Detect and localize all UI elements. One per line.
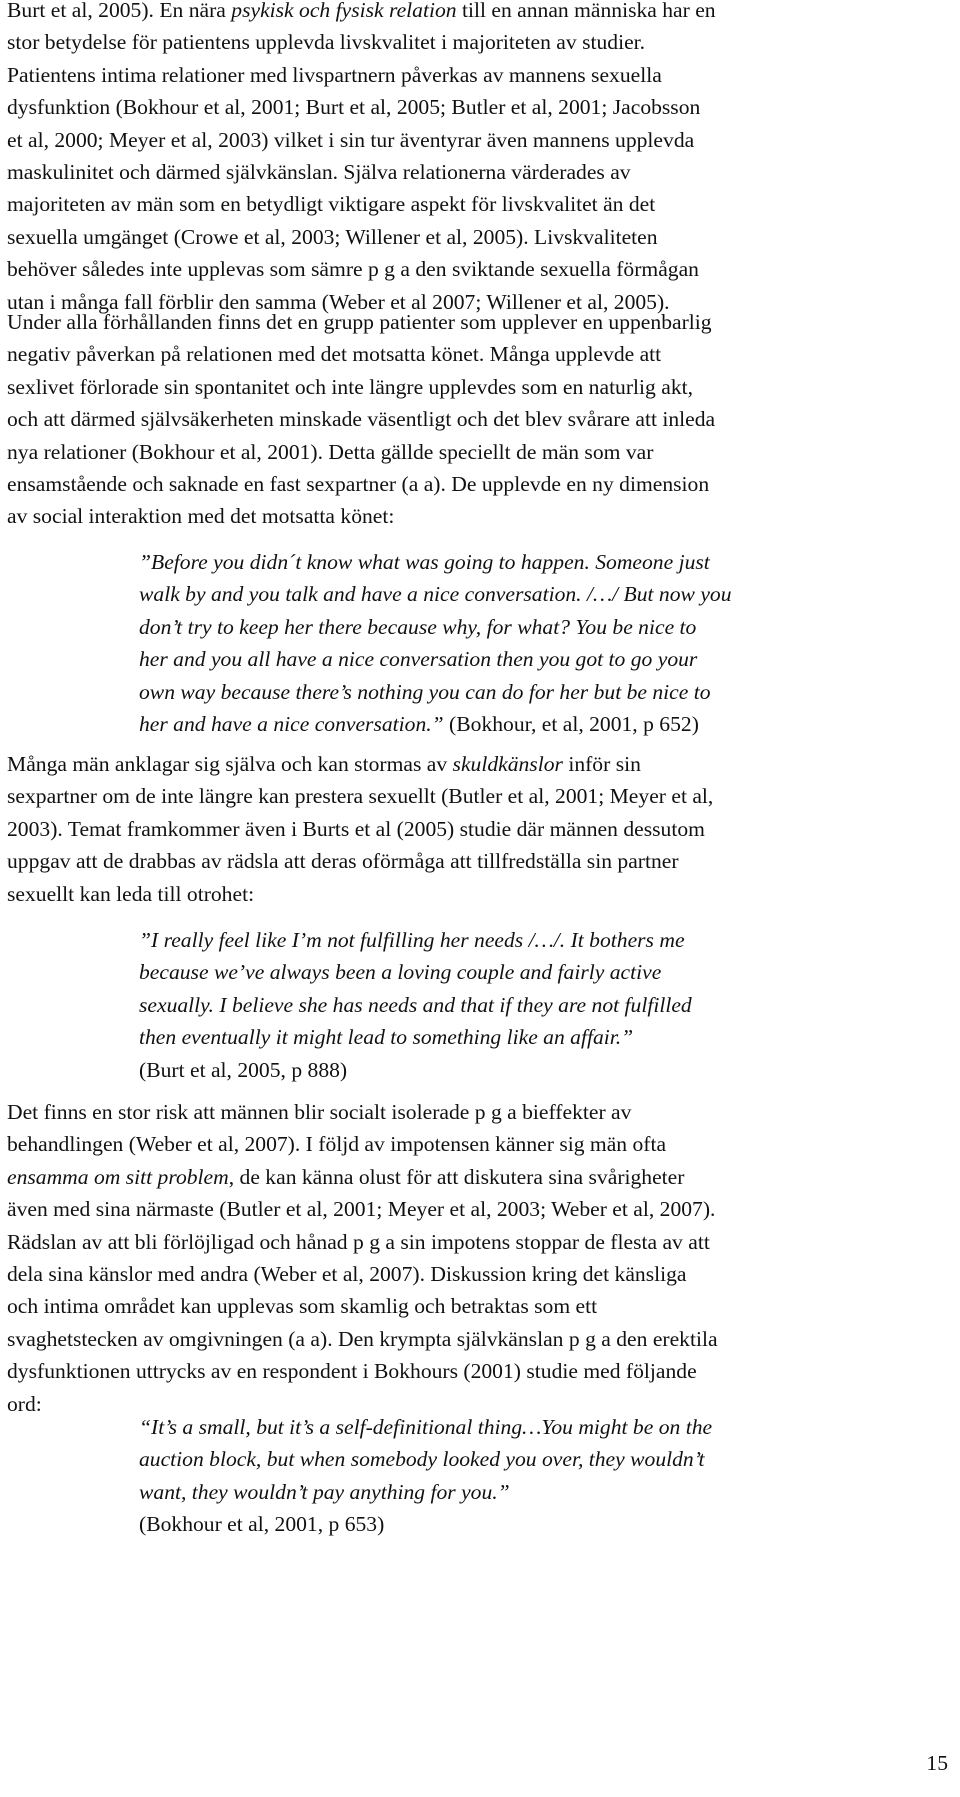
text-line [7, 371, 947, 403]
text-run: sexuella umgänget (Crowe et al, 2003; Willener et al, 2005). Livskvaliteten [7, 224, 658, 249]
text-run: behandlingen (Weber et al, 2007). I följd av impotensen känner sig män ofta [7, 1132, 667, 1157]
text-line [139, 611, 949, 643]
text-line [139, 956, 949, 988]
text-line [139, 989, 949, 1021]
italic-text: psykisk och fysisk relation [231, 0, 457, 22]
quote-bokhour-652 [139, 546, 949, 740]
italic-text: don’t try to keep her there because why, for what? You be nice to [139, 614, 697, 639]
text-run: (Bokhour et al, 2001, p 653) [139, 1512, 385, 1537]
text-line [139, 546, 949, 578]
text-line [139, 708, 949, 740]
text-line [139, 1054, 949, 1086]
text-line [7, 188, 947, 220]
text-line [7, 436, 947, 468]
text-line [7, 1193, 947, 1225]
italic-text: because we’ve always been a loving couple and fairly active [139, 960, 662, 985]
italic-text: walk by and you talk and have a nice conversation. /…/ But now you [139, 582, 732, 607]
text-line [7, 221, 947, 253]
text-run: utan i många fall förblir den samma (Weber et al 2007; Willener et al, 2005). [7, 289, 670, 314]
italic-text: ensamma om sitt problem [7, 1164, 229, 1189]
text-line [7, 500, 947, 532]
italic-text: auction block, but when somebody looked you over, they wouldn’t [139, 1447, 705, 1472]
text-line [139, 1508, 949, 1540]
italic-text: ”Before you didn´t know what was going to happen. Someone just [139, 550, 710, 574]
text-run: sexuellt kan leda till otrohet: [7, 881, 255, 906]
text-run: majoriteten av män som en betydligt viktigare aspekt för livskvalitet än det [7, 192, 656, 217]
italic-text: her and have a nice conversation.” [139, 712, 444, 737]
italic-text: her and you all have a nice conversation then you got to go your [139, 647, 698, 672]
text-run: (Burt et al, 2005, p 888) [139, 1057, 348, 1082]
text-line [7, 468, 947, 500]
italic-text: ”I really feel like I’m not fulfilling her needs /…/. It bothers me [139, 928, 685, 952]
text-run: Burt et al, 2005). En nära [7, 0, 232, 22]
text-line [7, 91, 947, 123]
text-run: av social interaktion med det motsatta könet: [7, 504, 395, 529]
text-run: nya relationer (Bokhour et al, 2001). Detta gällde speciellt de män som var [7, 439, 654, 464]
text-run: och att därmed självsäkerheten minskade väsentligt och det blev svårare att inleda [7, 407, 716, 432]
text-run: svaghetstecken av omgivningen (a a). Den krympta självkänslan p g a den erektila [7, 1326, 718, 1351]
text-run: behöver således inte upplevas som sämre p g a den sviktande sexuella förmågan [7, 257, 699, 282]
quote-bokhour-653 [139, 1411, 949, 1541]
italic-text: skuldkänslor [452, 752, 563, 776]
text-run: till en annan människa har en [456, 0, 716, 22]
text-run: Rädslan av att bli förlöjligad och hånad p g a sin impotens stoppar de flesta av att [7, 1229, 710, 1254]
text-run: stor betydelse för patientens upplevda livskvalitet i majoriteten av studier. [7, 30, 646, 55]
text-line [7, 813, 947, 845]
text-line [7, 1355, 947, 1387]
text-line [7, 845, 947, 877]
paragraph-quality-of-life [7, 0, 947, 318]
text-line [7, 124, 947, 156]
text-run: Det finns en stor risk att männen blir socialt isolerade p g a bieffekter av [7, 1100, 632, 1124]
text-line [7, 1226, 947, 1258]
text-line [7, 780, 947, 812]
text-run: även med sina närmaste (Butler et al, 2001; Meyer et al, 2003; Weber et al, 2007). [7, 1197, 716, 1222]
text-line [139, 578, 949, 610]
text-line [7, 748, 947, 780]
italic-text: “It’s a small, but it’s a self-definitional thing…You might be on the [139, 1415, 713, 1439]
text-line [7, 1128, 947, 1160]
text-line [7, 26, 947, 58]
italic-text: want, they wouldn’t pay anything for you.” [139, 1479, 510, 1504]
italic-text: own way because there’s nothing you can do for her but be nice to [139, 679, 711, 704]
text-line [7, 0, 947, 26]
text-run: ensamstående och saknade en fast sexpartner (a a). De upplevde en ny dimension [7, 472, 710, 497]
paragraph-relations [7, 306, 947, 533]
text-run: och intima området kan upplevas som skamlig och betraktas som ett [7, 1294, 598, 1319]
text-run: ord: [7, 1391, 42, 1416]
text-run: inför sin [562, 752, 641, 776]
text-line [7, 253, 947, 285]
text-run: negativ påverkan på relationen med det motsatta könet. Många upplevde att [7, 342, 662, 367]
text-run: 2003). Temat framkommer även i Burts et al (2005) studie där männen dessutom [7, 816, 705, 841]
text-run: (Bokhour, et al, 2001, p 652) [443, 712, 699, 737]
quote-burt-888 [139, 924, 949, 1086]
text-line [7, 338, 947, 370]
paragraph-guilt [7, 748, 947, 910]
text-line [139, 1021, 949, 1053]
text-line [7, 878, 947, 910]
text-run: dela sina känslor med andra (Weber et al, 2007). Diskussion kring det känsliga [7, 1262, 687, 1287]
paragraph-isolation [7, 1096, 947, 1420]
text-run: sexlivet förlorade sin spontanitet och inte längre upplevdes som en naturlig akt, [7, 374, 694, 399]
text-line [7, 1096, 947, 1128]
text-line [7, 1161, 947, 1193]
text-line [7, 1323, 947, 1355]
text-line [7, 306, 947, 338]
text-run: dysfunktion (Bokhour et al, 2001; Burt et al, 2005; Butler et al, 2001; Jacobsson [7, 95, 701, 120]
text-run: dysfunktionen uttrycks av en respondent i Bokhours (2001) studie med följande [7, 1359, 697, 1384]
italic-text: then eventually it might lead to something like an affair.” [139, 1025, 634, 1050]
text-line [7, 1290, 947, 1322]
text-line [7, 403, 947, 435]
text-line [139, 643, 949, 675]
text-line [139, 1443, 949, 1475]
text-run: et al, 2000; Meyer et al, 2003) vilket i sin tur äventyrar även mannens upplevda [7, 127, 695, 152]
text-run: maskulinitet och därmed självkänslan. Själva relationerna värderades av [7, 160, 631, 185]
text-line [7, 59, 947, 91]
text-line [139, 924, 949, 956]
text-run: , de kan känna olust för att diskutera sina svårigheter [228, 1164, 685, 1189]
text-run: sexpartner om de inte längre kan prestera sexuellt (Butler et al, 2001; Meyer et al, [7, 784, 714, 809]
text-line [139, 1476, 949, 1508]
page-number: 15 [926, 1751, 948, 1775]
text-line [139, 1411, 949, 1443]
text-line [139, 676, 949, 708]
text-line [7, 1258, 947, 1290]
text-run: Många män anklagar sig själva och kan stormas av [7, 752, 453, 776]
text-run: uppgav att de drabbas av rädsla att deras oförmåga att tillfredställa sin partner [7, 849, 679, 874]
text-run: Patientens intima relationer med livspartnern påverkas av mannens sexuella [7, 62, 662, 87]
text-line [7, 156, 947, 188]
text-run: Under alla förhållanden finns det en grupp patienter som upplever en uppenbarlig [7, 310, 712, 334]
italic-text: sexually. I believe she has needs and that if they are not fulfilled [139, 992, 692, 1017]
